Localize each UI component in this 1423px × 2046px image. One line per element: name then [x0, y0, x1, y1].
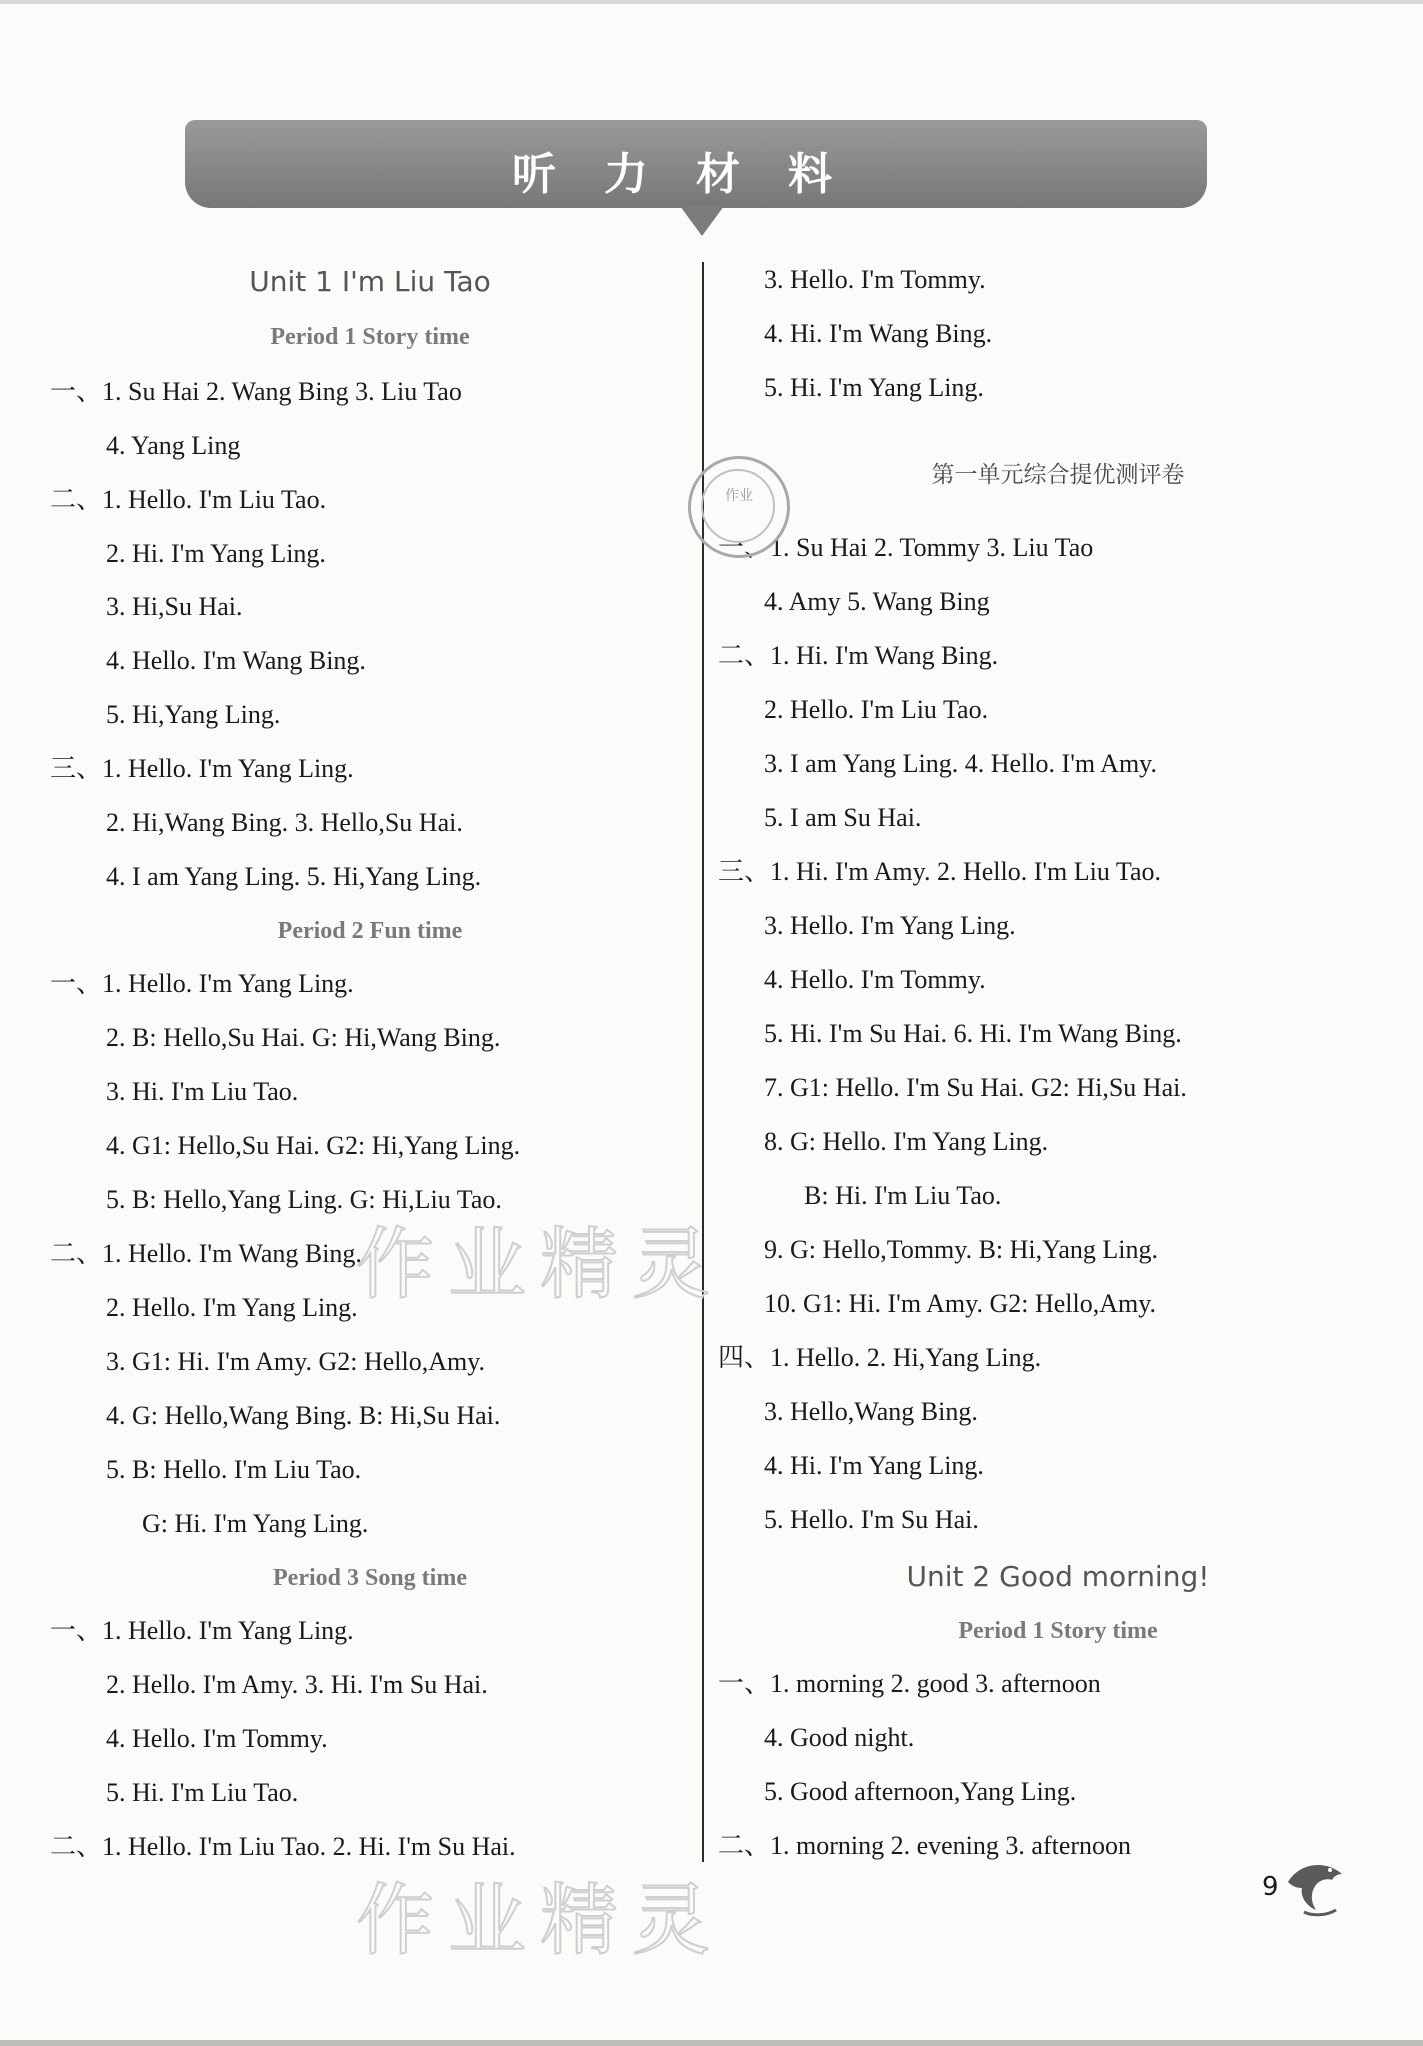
dolphin-icon — [1282, 1852, 1352, 1922]
page-number: 9 — [1262, 1872, 1279, 1902]
unit-1-title: Unit 1 I'm Liu Tao — [249, 265, 491, 298]
text-line: 2. Hi,Wang Bing. 3. Hello,Su Hai. — [106, 808, 463, 837]
text-line: 一、1. Su Hai 2. Tommy 3. Liu Tao — [718, 533, 1094, 562]
text-line: 4. G1: Hello,Su Hai. G2: Hi,Yang Ling. — [106, 1131, 521, 1160]
text-line: 3. Hello. I'm Yang Ling. — [764, 911, 1016, 940]
watermark-text: 作业精灵 — [356, 1220, 725, 1310]
text-line: 2. Hi. I'm Yang Ling. — [106, 539, 326, 568]
text-line: 4. Hello. I'm Tommy. — [106, 1724, 328, 1753]
text-line: 4. Yang Ling — [106, 431, 241, 460]
text-line: 9. G: Hello,Tommy. B: Hi,Yang Ling. — [764, 1235, 1158, 1264]
banner-notch — [680, 206, 724, 236]
text-line: 3. G1: Hi. I'm Amy. G2: Hello,Amy. — [106, 1347, 486, 1376]
period-2-title: Period 2 Fun time — [277, 918, 463, 944]
text-line: 4. Hello. I'm Wang Bing. — [106, 646, 366, 675]
text-line: 三、1. Hello. I'm Yang Ling. — [50, 754, 354, 783]
text-line: G: Hi. I'm Yang Ling. — [142, 1509, 369, 1538]
text-line: 5. Hi. I'm Su Hai. 6. Hi. I'm Wang Bing. — [764, 1019, 1182, 1048]
text-line: 4. G: Hello,Wang Bing. B: Hi,Su Hai. — [106, 1401, 501, 1430]
text-line: 4. Hi. I'm Wang Bing. — [764, 319, 993, 348]
text-line: 2. Hello. I'm Amy. 3. Hi. I'm Su Hai. — [106, 1670, 488, 1699]
unit-2-period-1-title: Period 1 Story time — [958, 1618, 1158, 1644]
text-line: 三、1. Hi. I'm Amy. 2. Hello. I'm Liu Tao. — [718, 857, 1162, 886]
text-line: 5. B: Hello,Yang Ling. G: Hi,Liu Tao. — [106, 1185, 502, 1214]
text-line: 二、1. Hi. I'm Wang Bing. — [718, 641, 999, 670]
text-line: 4. Hi. I'm Yang Ling. — [764, 1451, 984, 1480]
text-line: 8. G: Hello. I'm Yang Ling. — [764, 1127, 1049, 1156]
unit-test-title: 第一单元综合提优测评卷 — [931, 462, 1185, 488]
text-line: 一、1. Su Hai 2. Wang Bing 3. Liu Tao — [50, 377, 462, 406]
text-line: 二、1. morning 2. evening 3. afternoon — [718, 1831, 1132, 1860]
text-line: 2. Hello. I'm Liu Tao. — [764, 695, 989, 724]
text-line: 一、1. Hello. I'm Yang Ling. — [50, 1616, 354, 1645]
text-line: 5. Hi. I'm Yang Ling. — [764, 373, 984, 402]
text-line: 4. Good night. — [764, 1723, 915, 1752]
text-line: 5. Hi. I'm Liu Tao. — [106, 1778, 299, 1807]
text-line: 二、1. Hello. I'm Wang Bing. — [50, 1239, 362, 1268]
page-title: 听力材料 — [512, 149, 880, 200]
text-line: 二、1. Hello. I'm Liu Tao. 2. Hi. I'm Su Hai. — [50, 1832, 516, 1861]
text-line: 2. Hello. I'm Yang Ling. — [106, 1293, 358, 1322]
text-line: 3. Hello,Wang Bing. — [764, 1397, 978, 1426]
text-line: 7. G1: Hello. I'm Su Hai. G2: Hi,Su Hai. — [764, 1073, 1187, 1102]
text-line: 5. Hi,Yang Ling. — [106, 700, 281, 729]
stamp-seal — [688, 456, 790, 558]
page-edge-top — [0, 0, 1423, 4]
text-line: 5. B: Hello. I'm Liu Tao. — [106, 1455, 362, 1484]
text-line: 4. Hello. I'm Tommy. — [764, 965, 986, 994]
text-line: 四、1. Hello. 2. Hi,Yang Ling. — [718, 1343, 1042, 1372]
period-3-title: Period 3 Song time — [273, 1565, 467, 1591]
text-line: 二、1. Hello. I'm Liu Tao. — [50, 485, 327, 514]
text-line: 4. I am Yang Ling. 5. Hi,Yang Ling. — [106, 862, 482, 891]
text-line: 3. Hi,Su Hai. — [106, 592, 243, 621]
text-line: 3. Hello. I'm Tommy. — [764, 265, 986, 294]
text-line: 3. I am Yang Ling. 4. Hello. I'm Amy. — [764, 749, 1157, 778]
text-line: 4. Amy 5. Wang Bing — [764, 587, 990, 616]
text-line: 10. G1: Hi. I'm Amy. G2: Hello,Amy. — [764, 1289, 1157, 1318]
text-line: 5. Hello. I'm Su Hai. — [764, 1505, 979, 1534]
watermark-text: 作业精灵 — [356, 1876, 725, 1966]
text-line: 一、1. Hello. I'm Yang Ling. — [50, 969, 354, 998]
page-edge-bottom — [0, 2040, 1423, 2046]
text-line: 5. I am Su Hai. — [764, 803, 922, 832]
stamp-inner-ring — [701, 469, 775, 543]
title-banner — [185, 120, 1207, 208]
text-line: 5. Good afternoon,Yang Ling. — [764, 1777, 1077, 1806]
period-1-title: Period 1 Story time — [270, 324, 470, 350]
stamp-text: 作业 — [725, 488, 753, 504]
text-line: 2. B: Hello,Su Hai. G: Hi,Wang Bing. — [106, 1023, 501, 1052]
text-line: B: Hi. I'm Liu Tao. — [804, 1181, 1002, 1210]
text-line: 一、1. morning 2. good 3. afternoon — [718, 1669, 1101, 1698]
unit-2-title: Unit 2 Good morning! — [906, 1560, 1210, 1593]
text-line: 3. Hi. I'm Liu Tao. — [106, 1077, 299, 1106]
